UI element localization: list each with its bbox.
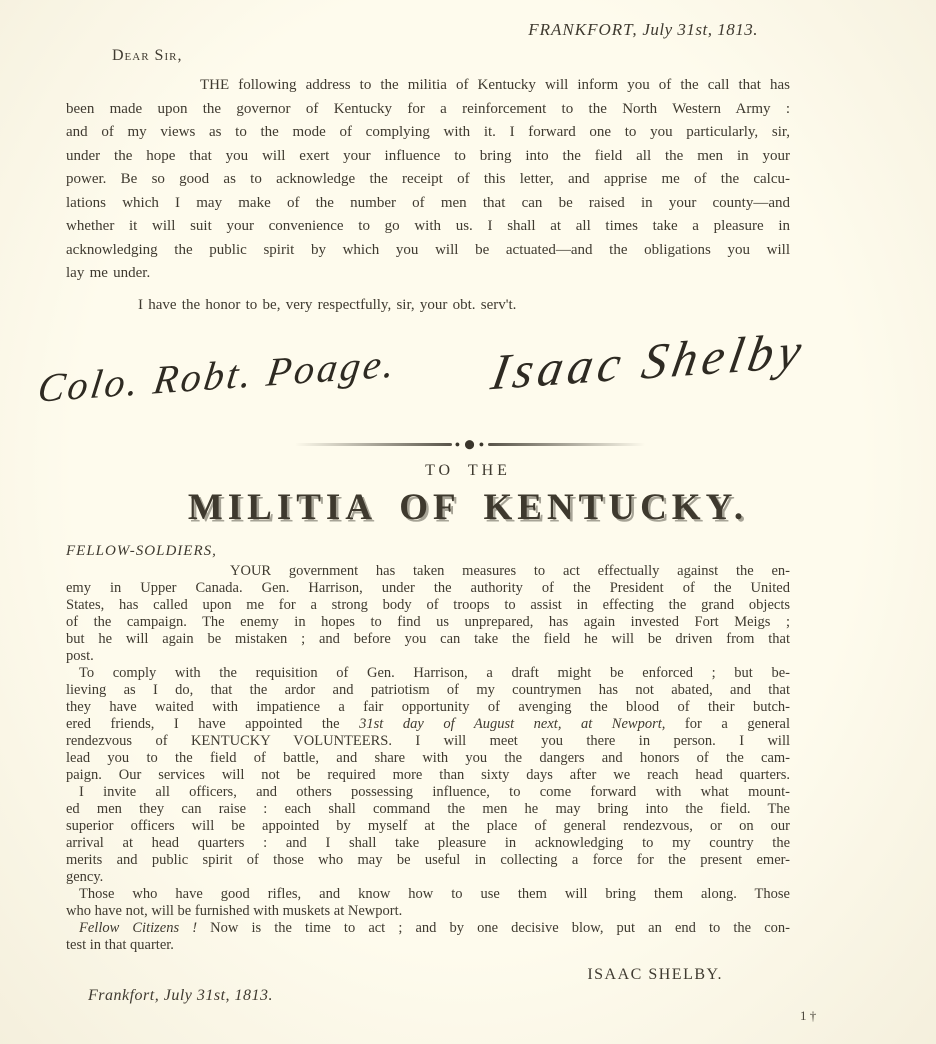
text-segment: Those who have good rifles, and know how to use them will bring them along. Those (79, 886, 790, 902)
text-segment: rendezvous of KENTUCKY VOLUNTEERS. I will meet you there in person. I will (66, 733, 790, 749)
text-line (66, 648, 790, 665)
text-segment: and of my views as to the mode of complying with it. I forward one to you particularly, sir, (66, 124, 790, 140)
text-line (66, 903, 790, 920)
text-segment: paign. Our services will not be required more than sixty days after we reach head quarters. (66, 767, 790, 783)
top-dateline (528, 20, 758, 40)
text-segment: lations which I may make of the number of men that can be raised in your county—and (66, 194, 790, 211)
text-line (66, 801, 790, 818)
text-line (66, 767, 790, 784)
text-segment: been made upon the governor of Kentucky for a reinforcement to the North Western Army : (66, 100, 790, 117)
signature-shelby: Isaac Shelby (487, 321, 811, 401)
text-line (66, 784, 790, 801)
text-line (66, 631, 790, 648)
text-segment: they have waited with impatience a fair opportunity of avenging the blood of their butch- (66, 699, 790, 715)
divider-rule-right (488, 443, 645, 446)
text-line (66, 852, 790, 869)
text-segment: To comply with the requisition of Gen. Harrison, a draft might be enforced ; but be- (79, 665, 790, 681)
text-line (66, 937, 790, 954)
text-segment: merits and public spirit of those who may be useful in collecting a force for the present emer- (66, 852, 790, 868)
dateline-place: FRANKFORT, (528, 20, 638, 39)
letter-body (66, 74, 790, 286)
bottom-dateline: Frankfort, July 31st, 1813. (88, 987, 274, 1004)
text-segment: gency. (66, 869, 104, 885)
text-segment: ed men they can raise : each shall command the men he may bring into the field. The (66, 801, 790, 817)
address-body (66, 563, 790, 954)
address-paragraph-5 (66, 920, 790, 954)
text-line (66, 145, 790, 169)
letter-salutation: Dear Sir, (112, 47, 183, 64)
text-segment: whether it will suit your convenience to go with us. I shall at all times take a pleasure in (66, 218, 790, 234)
text-line (66, 262, 790, 286)
text-line (66, 215, 790, 239)
divider-dots-icon: ● ⬤ ● (454, 438, 486, 449)
text-line (66, 699, 790, 716)
text-line (66, 597, 790, 614)
text-segment: under the hope that you will exert your influence to bring into the field all the men in your (66, 147, 790, 164)
text-segment: 31st day of August next, at Newport, (359, 716, 666, 732)
text-segment: lay me under. (66, 265, 151, 281)
text-segment: YOUR government has taken measures to act effectually against the en- (230, 563, 790, 579)
address-paragraph-2 (66, 665, 790, 784)
signature-poage: Colo. Robt. Poage. (35, 340, 401, 411)
text-segment: superior officers will be appointed by myself at the place of general rendezvous, or on our (66, 818, 790, 834)
text-segment: lead you to the field of battle, and share with you the dangers and honors of the cam- (66, 750, 790, 766)
text-line (66, 869, 790, 886)
text-segment: post. (66, 648, 94, 664)
text-line (66, 886, 790, 903)
text-line (66, 580, 790, 597)
address-salutation: FELLOW-SOLDIERS, (66, 543, 217, 559)
text-segment: States, has called upon me for a strong body of troops to assist in effecting the grand objects (66, 597, 790, 613)
text-line (66, 818, 790, 835)
text-line (66, 750, 790, 767)
text-line (66, 733, 790, 750)
text-line (66, 665, 790, 682)
address-heading-large: MILITIA OF KENTUCKY. (187, 487, 749, 528)
text-line (66, 920, 790, 937)
printed-signature: ISAAC SHELBY. (587, 966, 723, 983)
text-segment: but he will again be mistaken ; and before you can take the field he will be driven from that (66, 631, 790, 647)
text-segment: power. Be so good as to acknowledge the receipt of this letter, and apprise me of the calcu- (66, 171, 790, 187)
text-segment: acknowledging the public spirit by which you will be actuated—and the obligations you will (66, 241, 790, 258)
text-segment: for a general (665, 716, 791, 732)
dateline-date: July 31st, 1813. (637, 20, 758, 39)
text-segment: of the campaign. The enemy in hopes to find us unprepared, has again invested Fort Meigs ; (66, 614, 790, 630)
text-segment: Fellow Citizens ! (79, 920, 198, 936)
text-segment: arrival at head quarters : and I shall take pleasure in acknowledging to my country the (66, 835, 790, 851)
text-line (66, 563, 790, 580)
text-segment: THE following address to the militia of Kentucky will inform you of the call that has (200, 77, 790, 93)
text-segment: ered friends, I have appointed the (66, 716, 360, 732)
address-paragraph-1 (66, 563, 790, 665)
press-mark: 1 † (800, 1008, 817, 1023)
text-segment: lieving as I do, that the ardor and patriotism of my countrymen has not abated, and that (66, 682, 790, 698)
letter-closing: I have the honor to be, very respectfully, sir, your obt. serv't. (138, 297, 517, 313)
text-segment: who have not, will be furnished with muskets at Newport. (66, 903, 403, 919)
text-line (66, 121, 790, 145)
text-segment: emy in Upper Canada. Gen. Harrison, under the authority of the President of the United (66, 580, 790, 596)
text-line (66, 716, 790, 733)
text-line (66, 192, 790, 216)
address-heading-small: TO THE (425, 462, 511, 479)
address-paragraph-3 (66, 784, 790, 886)
text-segment: I invite all officers, and others possessing influence, to come forward with what mount- (79, 784, 790, 800)
text-line (66, 835, 790, 852)
divider-rule-left (295, 443, 452, 446)
text-line (66, 682, 790, 699)
address-paragraph-4 (66, 886, 790, 920)
text-line (66, 614, 790, 631)
text-line (66, 168, 790, 192)
text-line (66, 98, 790, 122)
text-segment: Now is the time to act ; and by one decisive blow, put an end to the con- (197, 920, 790, 936)
text-segment: test in that quarter. (66, 937, 174, 953)
ornament-divider (295, 438, 645, 450)
text-line (66, 74, 790, 98)
text-line (66, 239, 790, 263)
